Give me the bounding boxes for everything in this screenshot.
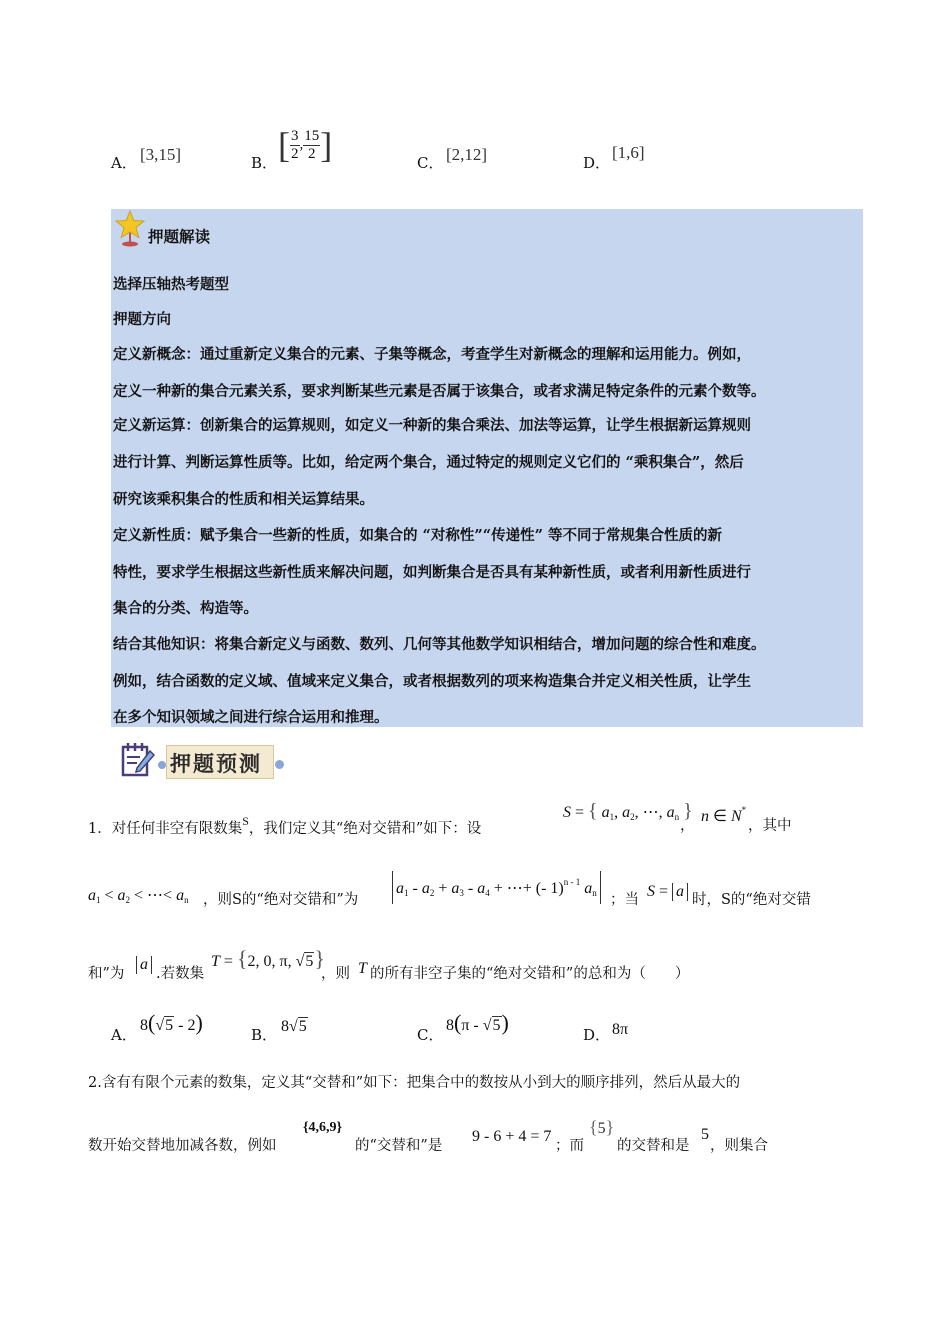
q1-ineq: $a_1 < a_2$ < ⋯< $a_n$ [88,887,189,905]
notebook-icon [120,741,156,779]
q1-option-d-label: D． [583,1026,611,1044]
star-icon [114,209,146,249]
q1-T: T [358,960,367,977]
predict-banner-text: 押题预测 [170,751,262,776]
q2-part1: 数开始交替地加减各数，例如 [88,1138,277,1154]
option-c-label: C． [417,154,444,172]
q1-abs-a: a [136,956,152,974]
q1-option-b-value: 8√5 [281,1018,307,1035]
analysis-line: 特性，要求学生根据这些新性质来解决问题，如判断集合是否具有某种新性质，或者利用新性质进行 [113,564,751,581]
q1-part3: ，其中 [748,818,792,834]
analysis-line: 结合其他知识：将集合新定义与函数、数列、几何等其他数学知识相结合，增加问题的综合性和难度。 [113,636,766,653]
q1-option-b-label: B． [251,1026,278,1044]
analysis-line: 定义新概念：通过重新定义集合的元素、子集等概念，考查学生对新概念的理解和运用能力。例如， [113,346,751,363]
option-a-label: A． [111,154,137,172]
q1-n-cond: n ∈ N* [701,805,747,825]
analysis-line: 定义新性质：赋予集合一些新的性质，如集合的 “对称性”“传递性” 等不同于常规集合性质的新 [113,527,722,544]
q2-part3: ；而 [555,1138,584,1154]
analysis-direction: 押题方向 [113,311,171,328]
q1-S-eq: S = a [647,883,688,901]
q1-part9: ，则 [321,966,350,982]
banner-dot-left [158,761,166,769]
q2-part4: 的交替和是 [617,1138,690,1154]
q2-example-set: {4,6,9} [303,1120,343,1135]
q1-line1: 1．对任何非空有限数集$^S$，我们定义其“绝对交错和”如下：设 [88,814,482,837]
q1-option-c-value: 8(π - √5) [446,1010,509,1035]
option-d-value: [1,6] [612,143,645,162]
analysis-line: 进行计算、判断运算性质等。比如，给定两个集合，通过特定的规则定义它们的 “乘积集合”，然后 [113,454,744,471]
q1-option-a-label: A． [111,1026,137,1044]
q2-line1: 2.含有有限个元素的数集，定义其“交替和”如下：把集合中的数按从小到大的顺序排列，然后从最大的 [88,1075,741,1091]
q1-part5: ；当 [610,892,639,908]
q1-T-def: T = {2, 0, π, √5} [211,946,325,971]
option-d-label: D． [583,154,611,172]
q1-part6: 时，S的“绝对交错 [692,892,811,908]
option-b-label: B． [251,154,278,172]
analysis-line: 定义一种新的集合元素关系，要求判断某些元素是否属于该集合，或者求满足特定条件的元素个数等。 [113,383,766,400]
analysis-line: 集合的分类、构造等。 [113,600,258,617]
q1-option-a-value: 8(√5 - 2) [140,1010,203,1035]
analysis-line: 在多个知识领域之间进行综合运用和推理。 [113,709,389,726]
q1-sum-expr: $a_1 - a_2 + a_3 - a_4$ + ⋯+ (- 1)$^{n - 1}$ $a_n$ [392,871,601,904]
q1-comma: ， [680,818,695,834]
q2-part5: ，则集合 [710,1138,768,1154]
q1-part8: .若数集 [156,966,205,982]
option-a-value: [3,15] [140,145,182,164]
analysis-line: 研究该乘积集合的性质和相关运算结果。 [113,491,374,508]
q1-part4: ，则S的“绝对交错和”为 [203,892,359,908]
q1-part7: 和”为 [88,966,125,982]
option-c-value: [2,12] [446,145,488,164]
q1-set-def: S = { $a_1$, $a_2$, ⋯, $a_n$ } [563,800,693,822]
banner-dot-right [275,760,284,769]
q2-set5: {5} [589,1117,615,1137]
q1-part10: 的所有非空子集的“绝对交错和”的总和为（ ） [370,966,690,982]
analysis-subtitle: 选择压轴热考题型 [113,276,229,293]
option-b-value: [ $\frac{3}{2}$ , $\frac{15}{2}$ ] [278,125,333,165]
analysis-line: 定义新运算：创新集合的运算规则，如定义一种新的集合乘法、加法等运算，让学生根据新运算规则 [113,417,751,434]
q1-option-d-value: 8π [612,1021,629,1038]
q1-option-c-label: C． [417,1026,444,1044]
q2-example-calc: 9 - 6 + 4 = 7 [472,1128,552,1145]
analysis-heading: 押题解读 [148,227,211,246]
q2-part2: 的“交替和”是 [355,1138,443,1154]
analysis-line: 例如，结合函数的定义域、值域来定义集合，或者根据数列的项来构造集合并定义相关性质，让学生 [113,673,751,690]
q2-five: 5 [701,1126,709,1143]
